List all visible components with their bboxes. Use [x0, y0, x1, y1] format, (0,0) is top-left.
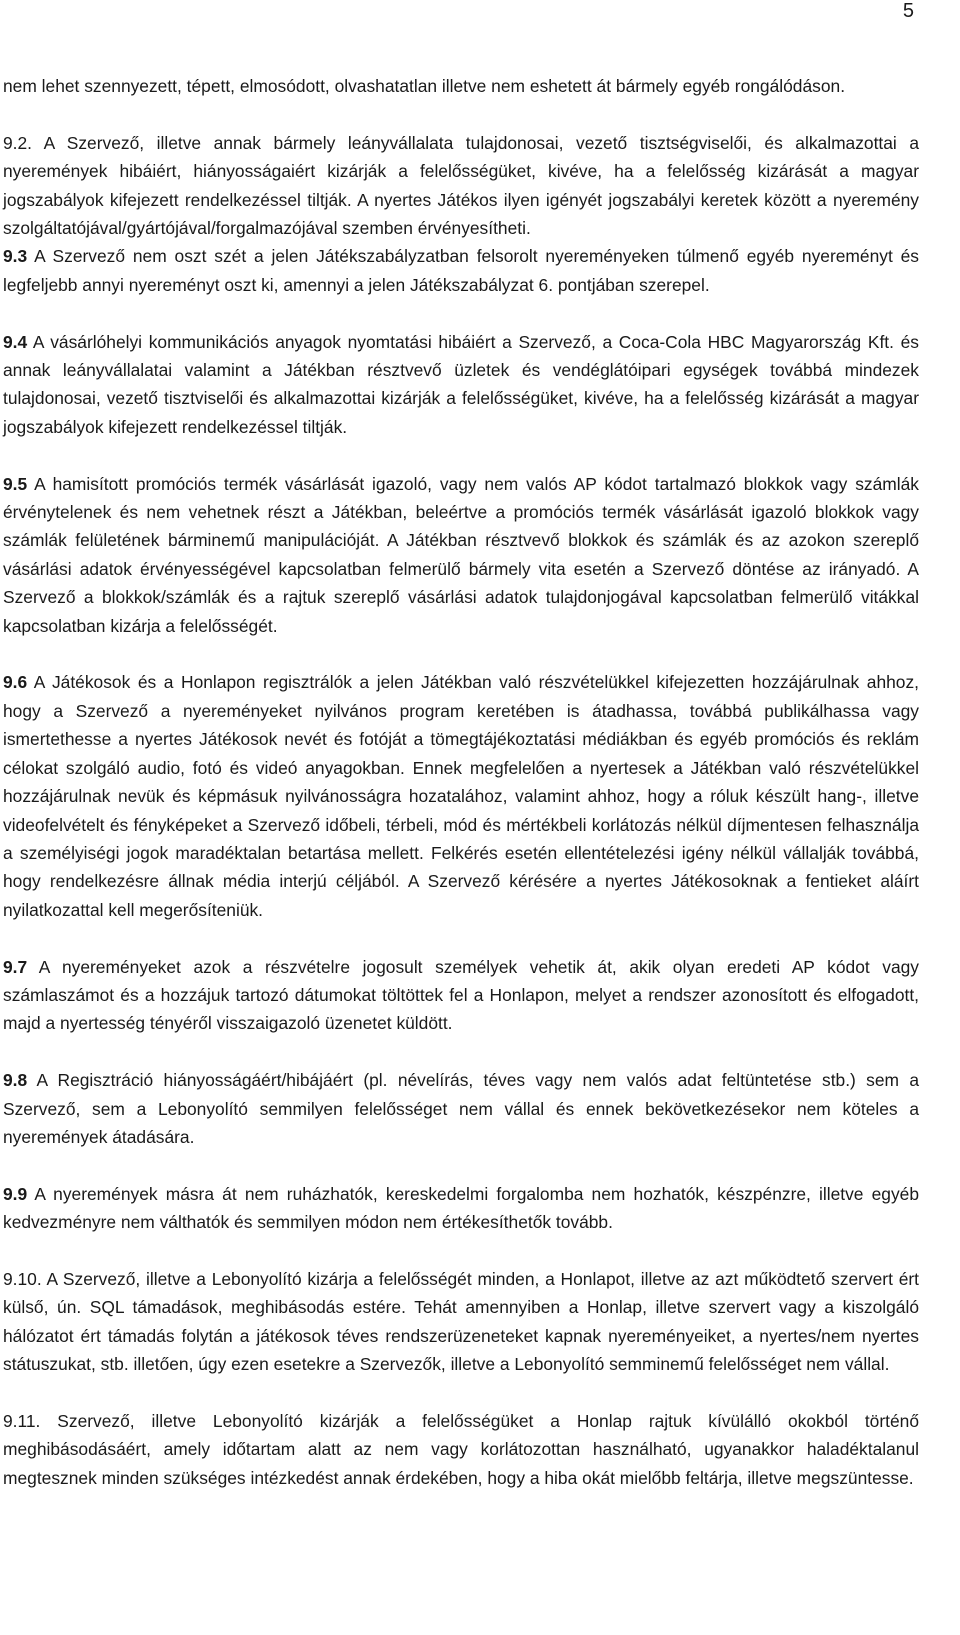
- section-number: 9.9: [3, 1183, 28, 1204]
- section-number: 9.6: [3, 672, 28, 693]
- section-number: 9.4: [3, 331, 28, 352]
- document-body: [3, 72, 919, 1492]
- paragraph-text: A hamisított promóciós termék vásárlását igazoló, vagy nem valós AP kódot tartalmazó blokkok vagy számlák érvénytelenek és nem vehetnek részt a Játékban, beleértve a promóciós termék vásárlását igazoló blokkok vagy számlák felületének bárminemű manipulációját. A Játékban résztvevő blokkok és számlák és az azokon szereplő vásárlási adatok érvényességével kapcsolatban felmerülő bármely vita esetén a Szervező döntése az irányadó. A Szervező a blokkok/számlák és a rajtuk szereplő vásárlási adatok tulajdonjogával kapcsolatban felmerülő vitákkal kapcsolatban kizárja a felelősségét.: [3, 473, 919, 636]
- paragraph-text: Szervező, illetve Lebonyolító kizárják a felelősségüket a Honlap rajtuk kívülálló okokból történő meghibásodásáért, amely időtartam alatt az nem vagy korlátozottan használható, ugyanakkor haladéktalanul megtesznek minden szükséges intézkedést annak érdekében, hogy a hiba okát mielőbb feltárja, illetve megszüntesse.: [3, 1410, 919, 1488]
- paragraph-9-5: [3, 470, 919, 640]
- paragraph-9-4: [3, 328, 919, 442]
- paragraph-text: A Regisztráció hiányosságáért/hibájáért (pl. névelírás, téves vagy nem valós adat feltüntetése stb.) sem a Szervező, sem a Lebonyolító semmilyen felelősséget nem vállal és ennek bekövetkezésekor nem köteles a nyeremények átadására.: [3, 1070, 919, 1147]
- paragraph-9-9: [3, 1180, 919, 1237]
- paragraph-text: A Szervező, illetve a Lebonyolító kizárja a felelősségét minden, a Honlapot, illetve az azt működtető szervert ért külső, ún. SQL támadások, meghibásodás estére. Tehát amennyiben a Honlap, illetve szervert vagy a kiszolgáló hálózatot ért támadás folytán a játékosok téves rendszerüzeneteket kapnak nyereményeiket, a nyertes/nem nyertes státuszukat, stb. illetően, úgy ezen esetekre a Szervezők, illetve a Lebonyolító semminemű felelősséget nem vállal.: [3, 1268, 919, 1375]
- paragraph-9-3: [3, 242, 919, 299]
- section-number: 9.8: [3, 1070, 28, 1091]
- paragraph-text: A nyeremények másra át nem ruházhatók, kereskedelmi forgalomba nem hozhatók, készpénzre, illetve egyéb kedvezményre nem válthatók és semmilyen módon nem értékesíthetők tovább.: [3, 1183, 919, 1233]
- paragraph-text: nem lehet szennyezett, tépett, elmosódott, olvashatatlan illetve nem eshetett át bármely egyéb rongálódáson.: [3, 76, 846, 96]
- section-number: 9.3: [3, 246, 28, 267]
- section-number: 9.2.: [3, 132, 33, 153]
- paragraph-text: A Szervező, illetve annak bármely leányvállalata tulajdonosai, vezető tisztségviselői, és alkalmazottai a nyeremények hibáiért, hiányosságaiért kizárják a felelősségüket, kivéve, ha a felelősség kizárását a magyar jogszabályok kifejezett rendelkezéssel tiltják. A nyertes Játékos ilyen igényét jogszabályi keretek között a nyeremény szolgáltatójával/gyártójával/forgalmazójával szemben érvényesítheti.: [3, 132, 919, 239]
- page-number: 5: [902, 0, 914, 22]
- paragraph-text: A Szervező nem oszt szét a jelen Játékszabályzatban felsorolt nyereményeken túlmenő egyéb nyereményt és legfeljebb annyi nyereményt oszt ki, amennyi a jelen Játékszabályzat 6. pontjában szerepel.: [3, 246, 919, 295]
- paragraph-intro: [3, 72, 919, 100]
- section-number: 9.7: [3, 956, 28, 977]
- section-number: 9.5: [3, 473, 28, 494]
- paragraph-text: A vásárlóhelyi kommunikációs anyagok nyomtatási hibáiért a Szervező, a Coca-Cola HBC Magyarország Kft. és annak leányvállalatai valamint a Játékban résztvevő üzletek és vendéglátóipari egységek továbbá mindezek tulajdonosai, vezető tisztviselői és alkalmazottai kizárják a felelősségüket, kivéve, ha a felelősség kizárását a magyar jogszabályok kifejezett rendelkezéssel tiltják.: [3, 331, 919, 437]
- paragraph-9-7: [3, 953, 919, 1038]
- paragraph-9-6: [3, 668, 919, 924]
- paragraph-9-8: [3, 1066, 919, 1151]
- paragraph-9-11: [3, 1407, 919, 1492]
- paragraph-9-2: [3, 129, 919, 243]
- section-number: 9.11.: [3, 1410, 41, 1431]
- paragraph-text: A nyereményeket azok a részvételre jogosult személyek vehetik át, akik olyan eredeti AP kódot vagy számlaszámot és a hozzájuk tartozó dátumokat töltöttek fel a Honlapon, melyet a rendszer azonosított és elfogadott, majd a nyertesség tényéről visszaigazoló üzenetet küldött.: [3, 956, 919, 1034]
- section-number: 9.10.: [3, 1268, 42, 1289]
- paragraph-text: A Játékosok és a Honlapon regisztrálók a jelen Játékban való részvételükkel kifejezetten hozzájárulnak ahhoz, hogy a Szervező a nyereményeket nyilvános program keretében is átadhassa, továbbá publikálhassa vagy ismertethesse a nyertes Játékosok nevét és fotóját a tömegtájékoztatási médiákban és egyéb promóciós és reklám célokat szolgáló audio, fotó és videó anyagokban. Ennek megfelelően a nyertesek a Játékban való részvételükkel hozzájárulnak nevük és képmásuk nyilvánosságra hozatalához, valamint ahhoz, hogy a róluk készült hang-, illetve videofelvételt és fényképeket a Szervező időbeli, térbeli, mód és mértékbeli korlátozás nélkül díjmentesen felhasználja a személyiségi jogok maradéktalan betartása mellett. Felkérés esetén ellentételezési igény nélkül vállalják továbbá, hogy rendelkezésre állnak média interjú céljából. A Szervező kérésére a nyertes Játékosoknak a fentieket aláírt nyilatkozattal kell megerősíteniük.: [3, 672, 919, 920]
- paragraph-9-10: [3, 1265, 919, 1379]
